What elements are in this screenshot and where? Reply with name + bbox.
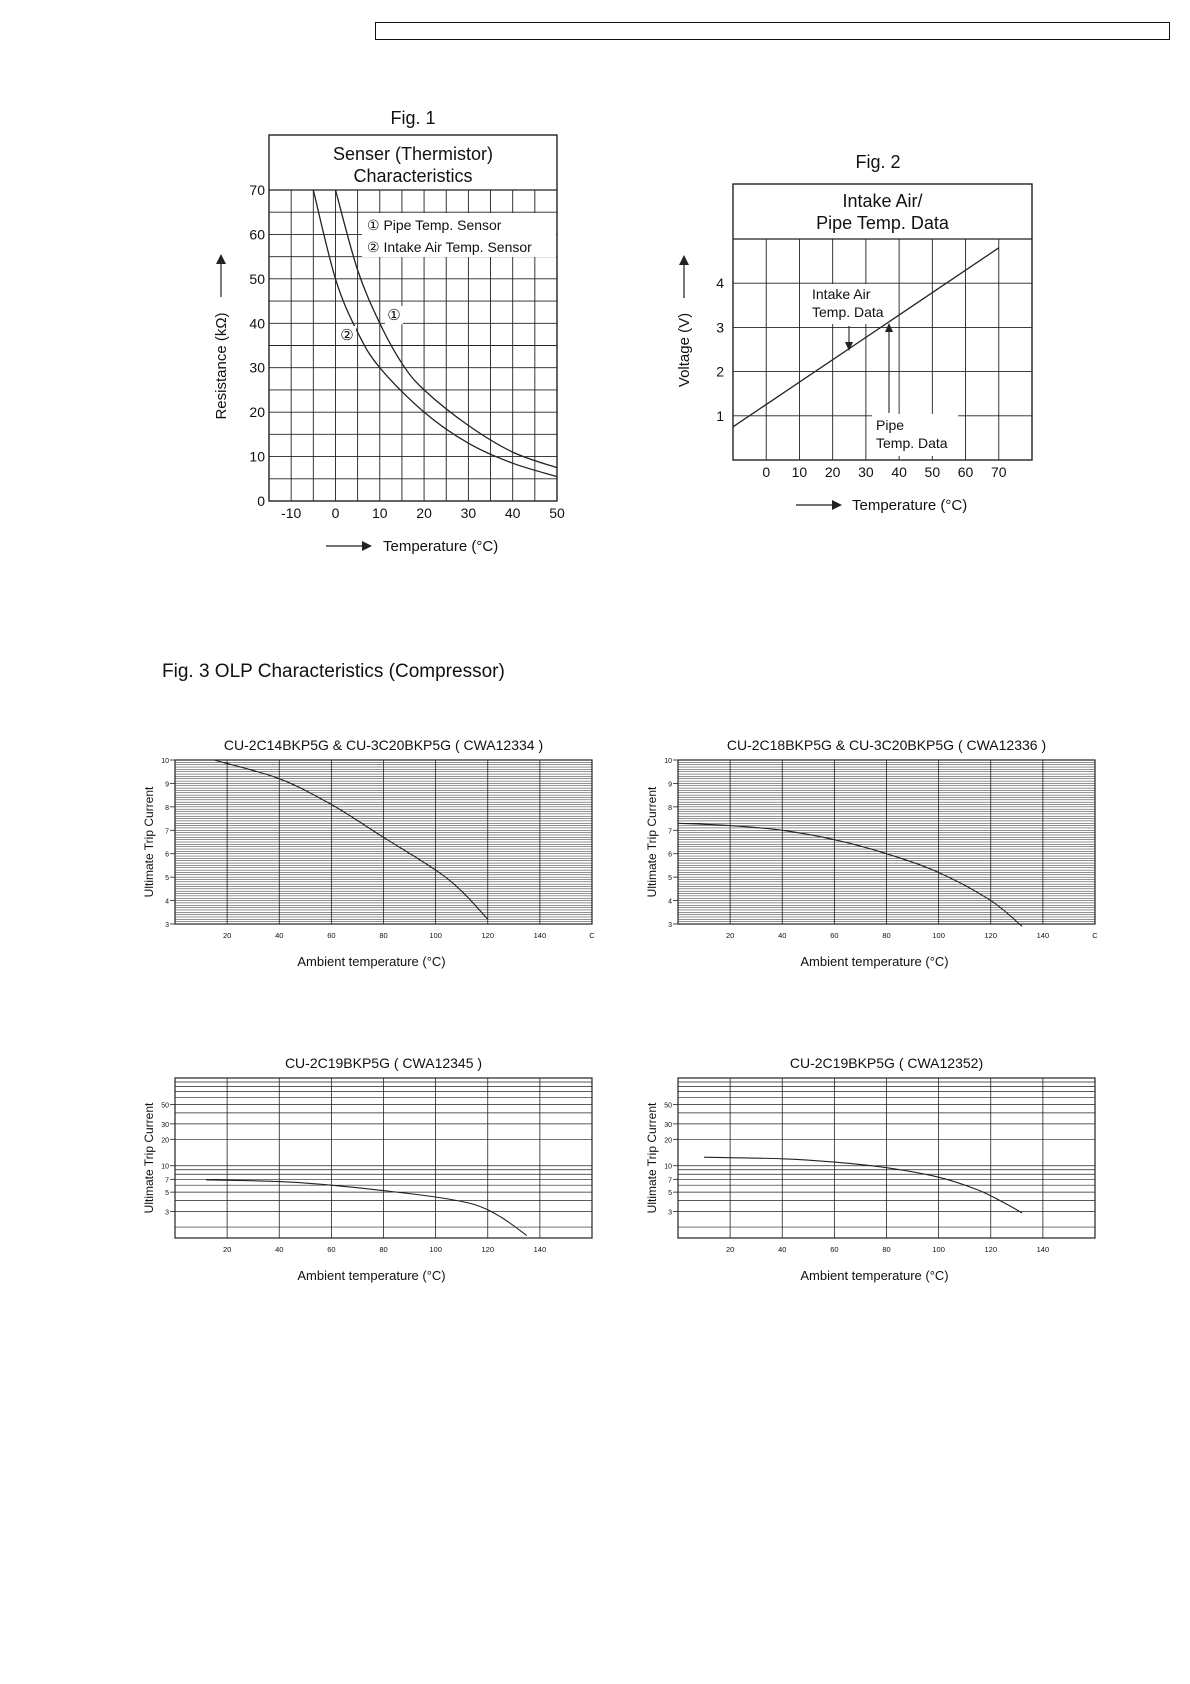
olp-chart-cwa12334	[142, 737, 595, 969]
olp-y-tick-label: 4	[165, 898, 169, 906]
fig1-y-tick-label: 30	[249, 359, 265, 376]
olp-x-tick-label: 120	[984, 931, 998, 940]
olp-y-tick-label: 9	[668, 781, 672, 789]
olp-chart-title: CU-2C18BKP5G & CU-3C20BKP5G ( CWA12336 )	[726, 737, 1047, 753]
olp-chart-cwa12336	[645, 737, 1098, 969]
olp-x-tick-label: 20	[725, 1245, 735, 1254]
fig1-y-tick-label: 50	[249, 270, 265, 287]
olp-chart-title: CU-2C14BKP5G & CU-3C20BKP5G ( CWA12334 )	[223, 737, 544, 753]
fig2-label: Fig. 2	[855, 152, 901, 172]
fig1-x-tick-label: 20	[416, 505, 432, 521]
olp-chart-cwa12345	[142, 1055, 592, 1283]
olp-x-tick-label: 140	[533, 1245, 547, 1254]
olp-x-axis-label: Ambient temperature (°C)	[297, 954, 446, 969]
fig1-legend-entry: ① Pipe Temp. Sensor	[367, 217, 502, 233]
fig2-x-tick-label: 30	[858, 464, 874, 480]
fig1-title-line: Senser (Thermistor)	[332, 144, 494, 164]
olp-y-tick-label: 4	[668, 898, 672, 906]
olp-x-tick-label: 100	[429, 1245, 442, 1254]
fig2-y-axis-label: Voltage (V)	[676, 312, 693, 388]
olp-x-tick-label: C	[1092, 931, 1098, 940]
olp-x-tick-label: 20	[222, 931, 232, 940]
fig1-label: Fig. 1	[390, 108, 436, 128]
olp-y-tick-label: 3	[165, 922, 169, 929]
fig2-y-tick-label: 2	[716, 363, 724, 380]
olp-x-tick-label: 100	[429, 931, 442, 940]
fig3-section-title: Fig. 3 OLP Characteristics (Compressor)	[162, 661, 505, 682]
olp-x-tick-label: 100	[932, 1245, 945, 1254]
fig1-y-tick-label: 0	[257, 493, 265, 509]
fig2-y-tick-label: 3	[716, 319, 724, 336]
olp-x-tick-label: 20	[222, 1245, 232, 1254]
olp-y-axis-label: Ultimate Trip Current	[645, 1102, 659, 1214]
fig2-x-tick-label: 50	[924, 464, 941, 480]
fig1-x-tick-label: 30	[460, 505, 477, 521]
olp-x-tick-label: 60	[830, 1245, 839, 1254]
fig2-title-line: Intake Air/	[842, 191, 923, 211]
olp-x-tick-label: 140	[1036, 931, 1050, 940]
olp-x-tick-label: 120	[984, 1245, 998, 1254]
olp-y-axis-label: Ultimate Trip Current	[142, 786, 156, 898]
fig1-x-axis-label: Temperature (°C)	[383, 538, 499, 555]
olp-y-tick-label: 6	[165, 851, 169, 859]
fig1-y-tick-label: 10	[249, 448, 265, 465]
fig1-x-tick-label: 50	[549, 505, 565, 521]
fig1-y-axis-label: Resistance (kΩ)	[213, 312, 230, 420]
olp-x-tick-label: 100	[932, 931, 945, 940]
fig1-x-tick-label: 0	[331, 505, 340, 521]
fig1-legend-entry: ② Intake Air Temp. Sensor	[367, 239, 532, 255]
olp-y-tick-label: 7	[668, 1177, 672, 1185]
olp-x-tick-label: C	[589, 931, 595, 940]
fig2-x-tick-label: 0	[762, 464, 771, 480]
fig1-x-tick-label: 10	[371, 505, 388, 521]
olp-y-tick-label: 5	[668, 875, 672, 883]
olp-y-tick-label: 3	[165, 1209, 169, 1217]
fig1-x-tick-label: 40	[504, 505, 521, 521]
fig2-annotation-intake: Intake Air	[812, 286, 871, 302]
fig1-x-arrow-head	[362, 541, 372, 551]
olp-y-tick-label: 7	[165, 828, 169, 836]
olp-x-axis-label: Ambient temperature (°C)	[297, 1268, 446, 1283]
olp-y-tick-label: 30	[161, 1121, 169, 1129]
fig1-curve2-tag: ②	[340, 327, 354, 344]
fig2-x-tick-label: 60	[957, 464, 974, 480]
olp-y-axis-label: Ultimate Trip Current	[142, 1102, 156, 1214]
olp-y-tick-label: 7	[165, 1177, 169, 1185]
olp-y-tick-label: 9	[165, 781, 169, 789]
olp-y-tick-label: 8	[165, 804, 169, 812]
olp-x-axis-label: Ambient temperature (°C)	[800, 1268, 949, 1283]
fig1-title-line: Characteristics	[353, 166, 473, 186]
olp-x-tick-label: 120	[481, 1245, 495, 1254]
olp-y-tick-label: 50	[161, 1102, 169, 1110]
fig2-title-line: Pipe Temp. Data	[816, 213, 949, 233]
olp-x-tick-label: 80	[882, 1245, 891, 1254]
fig1-y-tick-label: 60	[249, 226, 265, 243]
olp-y-tick-label: 5	[165, 875, 169, 883]
fig1-curve1-tag: ①	[387, 307, 401, 324]
olp-x-tick-label: 120	[481, 931, 495, 940]
olp-chart-cwa12352	[645, 1055, 1095, 1283]
olp-x-tick-label: 140	[533, 931, 547, 940]
olp-x-tick-label: 80	[379, 1245, 388, 1254]
fig2-x-arrow-head	[832, 500, 842, 510]
fig2-x-tick-label: 10	[791, 464, 808, 480]
olp-x-tick-label: 40	[275, 1245, 284, 1254]
fig2-x-axis-label: Temperature (°C)	[852, 497, 968, 514]
olp-y-tick-label: 5	[165, 1190, 169, 1198]
olp-x-tick-label: 20	[725, 931, 735, 940]
olp-chart-title: CU-2C19BKP5G ( CWA12345 )	[284, 1055, 483, 1071]
voltage-chart	[676, 184, 1032, 514]
fig2-y-arrow-head	[679, 255, 689, 265]
olp-x-tick-label: 80	[379, 931, 388, 940]
olp-y-tick-label: 20	[161, 1137, 169, 1145]
olp-x-tick-label: 40	[275, 931, 284, 940]
olp-x-tick-label: 60	[327, 931, 336, 940]
fig1-y-tick-label: 20	[249, 404, 265, 421]
fig2-annotation-pipe: Pipe	[876, 417, 905, 433]
olp-y-tick-label: 3	[668, 922, 672, 929]
fig2-x-tick-label: 20	[824, 464, 841, 480]
olp-chart-title: CU-2C19BKP5G ( CWA12352)	[789, 1055, 984, 1071]
fig2-annotation-pipe: Temp. Data	[876, 435, 948, 451]
thermistor-chart	[213, 135, 565, 555]
olp-y-tick-label: 3	[668, 1209, 672, 1217]
olp-x-tick-label: 40	[778, 1245, 787, 1254]
olp-y-tick-label: 8	[668, 804, 672, 812]
olp-x-tick-label: 140	[1036, 1245, 1050, 1254]
fig1-y-arrow-head	[216, 254, 226, 264]
olp-y-tick-label: 10	[161, 758, 169, 765]
fig1-y-tick-label: 40	[249, 315, 265, 332]
olp-y-axis-label: Ultimate Trip Current	[645, 786, 659, 898]
olp-x-tick-label: 60	[327, 1245, 336, 1254]
olp-y-tick-label: 10	[664, 1163, 672, 1171]
olp-x-tick-label: 40	[778, 931, 787, 940]
olp-y-tick-label: 5	[668, 1190, 672, 1198]
fig2-x-tick-label: 70	[990, 464, 1007, 480]
fig2-annotation-intake: Temp. Data	[812, 304, 884, 320]
olp-y-tick-label: 7	[668, 828, 672, 836]
fig1-x-tick-label: -10	[281, 505, 302, 521]
olp-y-tick-label: 20	[664, 1137, 672, 1145]
olp-y-tick-label: 50	[664, 1102, 672, 1110]
olp-y-tick-label: 6	[668, 851, 672, 859]
fig1-y-tick-label: 70	[249, 182, 265, 198]
fig2-x-tick-label: 40	[891, 464, 907, 480]
olp-x-tick-label: 80	[882, 931, 891, 940]
fig2-y-tick-label: 1	[716, 407, 724, 424]
fig2-y-tick-label: 4	[716, 275, 724, 292]
olp-x-axis-label: Ambient temperature (°C)	[800, 954, 949, 969]
olp-y-tick-label: 10	[664, 758, 672, 765]
olp-y-tick-label: 30	[664, 1121, 672, 1129]
olp-x-tick-label: 60	[830, 931, 839, 940]
olp-y-tick-label: 10	[161, 1163, 169, 1171]
